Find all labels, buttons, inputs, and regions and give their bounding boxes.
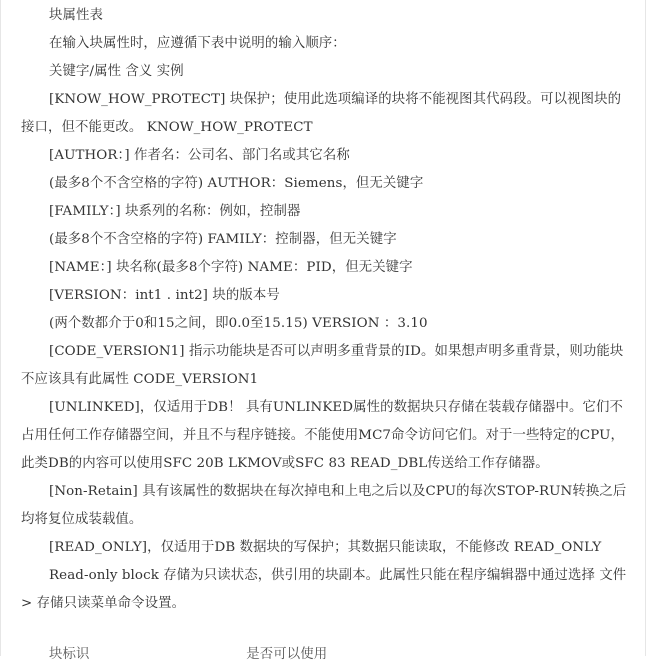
author-detail-line: (最多8个不含空格的字符) AUTHOR：Siemens，但无关键字 [49, 176, 424, 191]
version-detail-line: (两个数都介于0和15之间，即0.0至15.15) VERSION ：3.10 [49, 316, 428, 331]
non-retain-line: [Non-Retain] 具有该属性的数据块在每次掉电和上电之后以及CPU的每次STOP-RUN转换之后均将复位成装载值。 [21, 484, 627, 527]
family-line: [FAMILY：] 块系列的名称：例如，控制器 [49, 204, 301, 219]
intro-line: 在输入块属性时，应遵循下表中说明的输入顺序： [49, 36, 346, 51]
unlinked-line: [UNLINKED]，仅适用于DB！ 具有UNLINKED属性的数据块只存储在装载存储器中。它们不占用任何工作存储器空间，并且不与程序链接。不能使用MC7命令访问它们。对于一些特定的CPU，此类DB的内容可以使用SFC 20B LKMOV或SFC 83 READ_DBL传送给工作存储器。 [21, 400, 625, 471]
section-title: 块属性表 [49, 8, 103, 23]
table-header-line: 关键字/属性 含义 实例 [49, 64, 184, 79]
read-only-block-line: Read-only block 存储为只读状态，供引用的块副本。此属性只能在程序编辑器中通过选择 文件 > 存储只读菜单命令设置。 [21, 568, 627, 611]
author-line: [AUTHOR：] 作者名：公司名、部门名或其它名称 [49, 148, 350, 163]
name-line: [NAME：] 块名称(最多8个字符) NAME：PID，但无关键字 [49, 260, 413, 275]
cut-off-line-container [1, 641, 645, 661]
know-how-protect-line: [KNOW_HOW_PROTECT] 块保护；使用此选项编译的块将不能视图其代码段。可以视图块的接口，但不能更改。 KNOW_HOW_PROTECT [21, 92, 622, 135]
family-detail-line: (最多8个不含空格的字符) FAMILY：控制器，但无关键字 [49, 232, 397, 247]
read-only-line: [READ_ONLY]，仅适用于DB 数据块的写保护；其数据只能读取，不能修改 READ_ONLY [49, 540, 602, 555]
version-line: [VERSION：int1 . int2] 块的版本号 [49, 288, 280, 303]
code-version-line: [CODE_VERSION1] 指示功能块是否可以声明多重背景的ID。如果想声明多重背景，则功能块不应该具有此属性 CODE_VERSION1 [21, 344, 624, 387]
cut-off-line: 块标识 是否可以使用 [49, 647, 328, 661]
document-body [1, 2, 647, 618]
